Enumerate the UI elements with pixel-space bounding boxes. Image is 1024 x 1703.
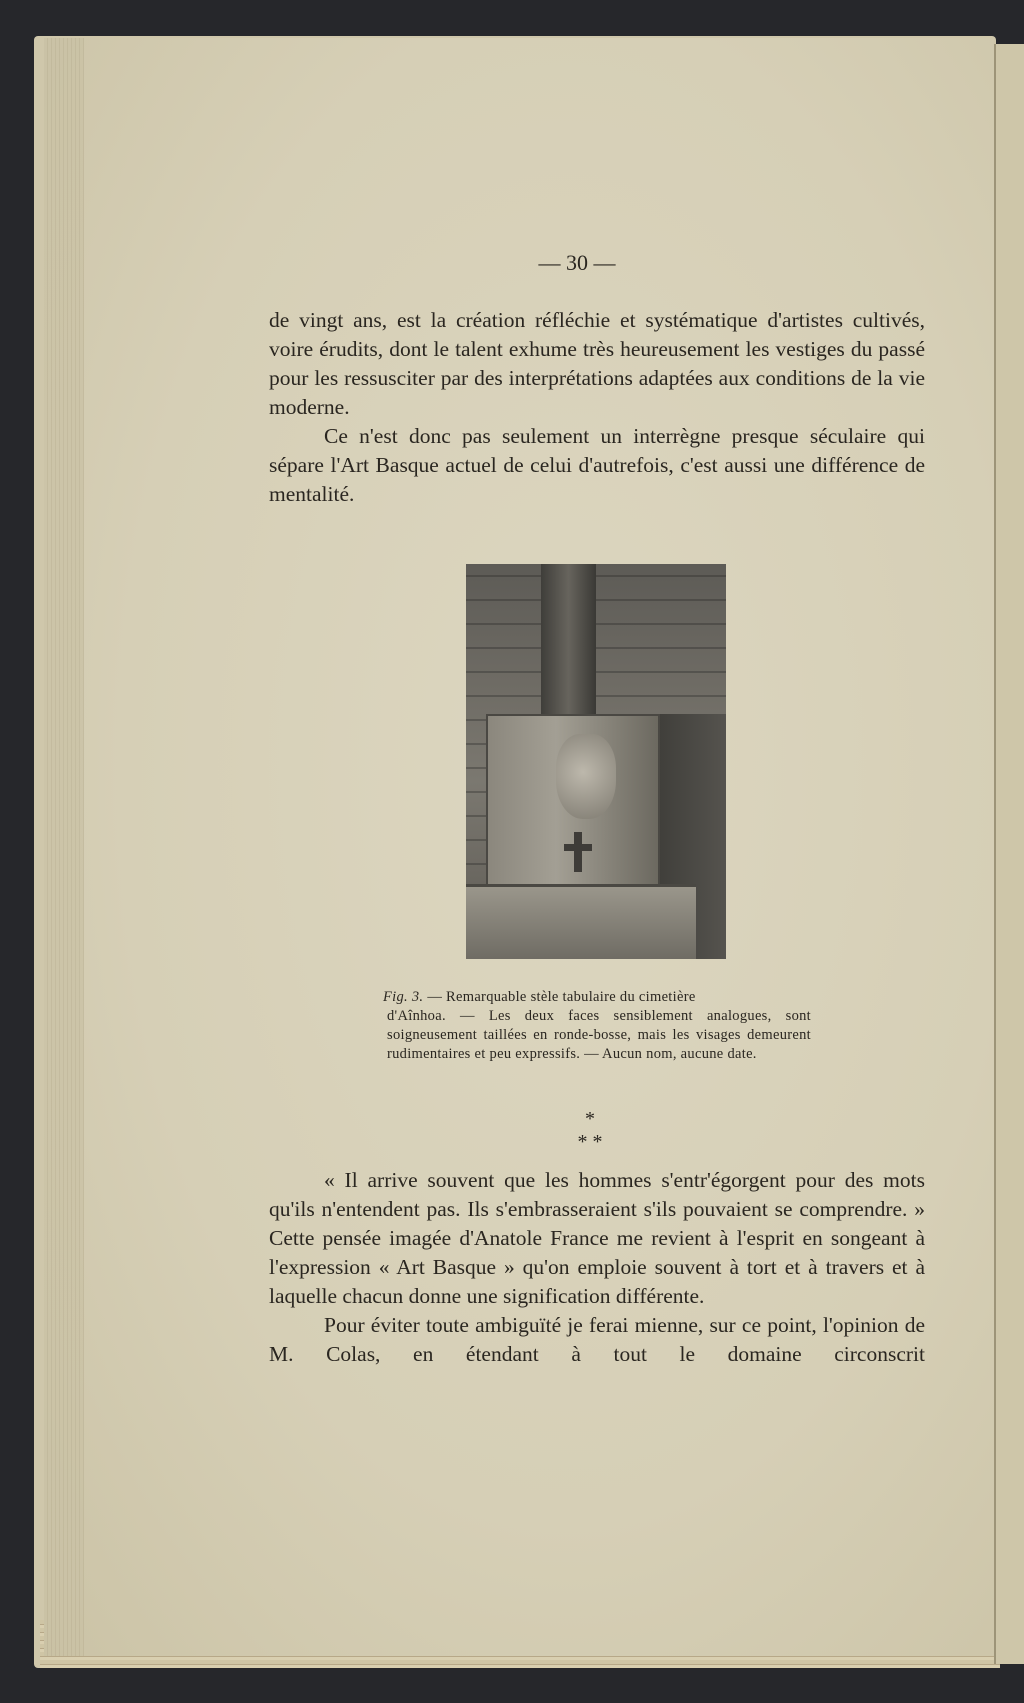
asterism-bottom: * *	[577, 1131, 603, 1153]
paragraph: de vingt ans, est la création réfléchie et systématique d'artistes cultivés, voire érudits, dont le talent exhume très heureusement les vestiges du passé pour les ressusciter par des interprétations adaptées aux conditions de la vie moderne.	[269, 308, 925, 419]
caption-rest: d'Aînhoa. — Les deux faces sensiblement analogues, sont soigneusement taillées en ronde-bosse, mais les visages demeurent rudimentaires et peu expressifs. — Aucun nom, aucune date.	[387, 1008, 811, 1062]
facing-page-edge	[994, 44, 1024, 1664]
stele-photograph	[466, 564, 726, 959]
figure-caption	[383, 988, 811, 1064]
figure-label: Fig. 3.	[383, 989, 424, 1005]
paragraph: Ce n'est donc pas seulement un interrègne presque séculaire qui sépare l'Art Basque actuel de celui d'autrefois, c'est aussi une différence de mentalité.	[269, 424, 925, 506]
page-number: — 30 —	[538, 250, 616, 275]
paragraph: Pour éviter toute ambiguïté je ferai mienne, sur ce point, l'opinion de M. Colas, en étendant à tout le domaine circonscrit	[269, 1313, 925, 1366]
page-edges-left	[44, 38, 84, 1656]
asterism-top: *	[585, 1108, 595, 1130]
paragraph: « Il arrive souvent que les hommes s'entr'égorgent pour des mots qu'ils n'entendent pas. Ils s'embrasseraient s'ils pouvaient se comprendre. » Cette pensée imagée d'Anatole France me revient à l'esprit en songeant à l'expression « Art Basque » qu'on emploie souvent à tort et à travers et à laquelle chacun donne une signification différente.	[269, 1168, 925, 1308]
caption-first-line: — Remarquable stèle tabulaire du cimetière	[427, 989, 696, 1005]
asterism	[560, 1108, 620, 1154]
top-text-block	[269, 306, 925, 509]
bottom-text-block	[269, 1166, 925, 1369]
